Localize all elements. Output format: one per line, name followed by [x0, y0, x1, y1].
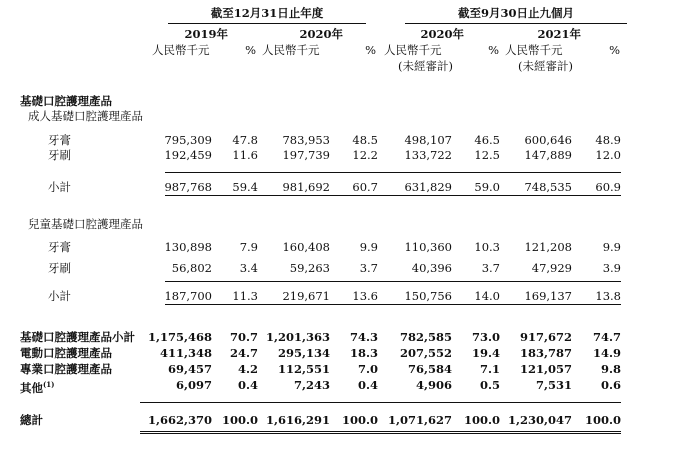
- row-label-text: 牙膏: [48, 133, 71, 147]
- cell-others-7: 0.6: [600, 378, 621, 392]
- cell-total-2: 1,616,291: [265, 413, 330, 427]
- cell-total-1: 100.0: [221, 413, 258, 427]
- cell-children-toothbrush-1: 3.4: [239, 261, 258, 275]
- row-label-adult-subtotal: [48, 180, 71, 194]
- cell-adult-subtotal-1: 59.4: [232, 180, 258, 194]
- cell-basic-subtotal-4: 782,585: [399, 330, 452, 344]
- row-label-electric-oral-care: [20, 346, 112, 360]
- cell-electric-oral-care-5: 19.4: [471, 346, 500, 360]
- cell-others-2: 7,243: [293, 378, 330, 392]
- pct-2019: %: [245, 43, 256, 57]
- cell-children-toothbrush-6: 47,929: [531, 261, 572, 275]
- cell-total-7: 100.0: [584, 413, 621, 427]
- footnote-marker: (1): [43, 380, 55, 389]
- cell-children-subtotal-5: 14.0: [474, 289, 500, 303]
- cell-children-toothpaste-3: 9.9: [359, 240, 378, 254]
- cell-professional-oral-care-3: 7.0: [357, 362, 378, 376]
- cell-adult-toothpaste-5: 46.5: [474, 133, 500, 147]
- row-label-basic-subtotal: [20, 330, 135, 344]
- cell-professional-oral-care-5: 7.1: [479, 362, 500, 376]
- header-group-fiscal-year: 截至12月31日止年度: [210, 6, 324, 20]
- section-basic-oral-care: 基礎口腔護理產品: [20, 94, 112, 108]
- unit-2019: 人民幣千元: [152, 43, 210, 57]
- unaudited-2021: (未經審計): [518, 59, 573, 73]
- cell-adult-toothbrush-5: 12.5: [474, 148, 500, 162]
- header-group-nine-months: 截至9月30日止九個月: [457, 6, 574, 20]
- row-label-others: [20, 378, 55, 395]
- cell-others-3: 0.4: [357, 378, 378, 392]
- cell-children-toothpaste-4: 110,360: [404, 240, 452, 254]
- cell-basic-subtotal-6: 917,672: [519, 330, 572, 344]
- cell-adult-subtotal-0: 987,768: [164, 180, 212, 194]
- cell-children-toothpaste-2: 160,408: [282, 240, 330, 254]
- cell-children-toothpaste-7: 9.9: [602, 240, 621, 254]
- header-rule-nine-months: [405, 23, 627, 24]
- row-label-text: 牙刷: [48, 148, 71, 162]
- row-label-total: [20, 413, 43, 427]
- cell-basic-subtotal-2: 1,201,363: [265, 330, 330, 344]
- cell-children-toothpaste-0: 130,898: [164, 240, 212, 254]
- cell-electric-oral-care-3: 18.3: [349, 346, 378, 360]
- year-2020-fy: 2020年: [299, 27, 343, 41]
- row-label-text: 牙刷: [48, 261, 71, 275]
- cell-adult-toothbrush-7: 12.0: [595, 148, 621, 162]
- row-label-professional-oral-care: [20, 362, 112, 376]
- row-label-text: 基礎口腔護理產品小計: [20, 330, 135, 344]
- cell-electric-oral-care-4: 207,552: [399, 346, 452, 360]
- cell-others-1: 0.4: [237, 378, 258, 392]
- cell-adult-subtotal-7: 60.9: [595, 180, 621, 194]
- cell-adult-subtotal-6: 748,535: [524, 180, 572, 194]
- cell-adult-toothbrush-2: 197,739: [282, 148, 330, 162]
- cell-adult-toothpaste-3: 48.5: [352, 133, 378, 147]
- cell-children-toothbrush-3: 3.7: [359, 261, 378, 275]
- cell-children-toothbrush-2: 59,263: [289, 261, 330, 275]
- cell-children-toothbrush-5: 3.7: [481, 261, 500, 275]
- pct-2020-9m: %: [488, 43, 499, 57]
- cell-professional-oral-care-2: 112,551: [277, 362, 330, 376]
- row-label-text: 小計: [48, 289, 71, 303]
- cell-professional-oral-care-0: 69,457: [167, 362, 212, 376]
- cell-others-5: 0.5: [479, 378, 500, 392]
- cell-children-toothbrush-0: 56,802: [171, 261, 212, 275]
- cell-professional-oral-care-1: 4.2: [237, 362, 258, 376]
- cell-basic-subtotal-7: 74.7: [592, 330, 621, 344]
- cell-total-0: 1,662,370: [147, 413, 212, 427]
- cell-adult-toothpaste-6: 600,646: [524, 133, 572, 147]
- section-adult-basic: 成人基礎口腔護理產品: [28, 109, 143, 123]
- row-label-text: 小計: [48, 180, 71, 194]
- cell-adult-toothbrush-1: 11.6: [232, 148, 258, 162]
- cell-children-subtotal-7: 13.8: [595, 289, 621, 303]
- cell-children-toothbrush-4: 40,396: [411, 261, 452, 275]
- cell-children-subtotal-6: 169,137: [524, 289, 572, 303]
- cell-children-subtotal-1: 11.3: [232, 289, 258, 303]
- cell-children-subtotal-4: 150,756: [404, 289, 452, 303]
- cell-adult-toothpaste-1: 47.8: [232, 133, 258, 147]
- cell-professional-oral-care-7: 9.8: [600, 362, 621, 376]
- cell-children-toothpaste-5: 10.3: [474, 240, 500, 254]
- pct-2021-9m: %: [609, 43, 620, 57]
- cell-children-toothpaste-1: 7.9: [239, 240, 258, 254]
- cell-adult-toothbrush-6: 147,889: [524, 148, 572, 162]
- cell-electric-oral-care-6: 183,787: [519, 346, 572, 360]
- unit-2020-9m: 人民幣千元: [384, 43, 442, 57]
- before-total-rule: [140, 402, 621, 403]
- cell-children-subtotal-3: 13.6: [352, 289, 378, 303]
- row-label-adult-toothbrush: [48, 148, 71, 162]
- year-2019: 2019年: [184, 27, 228, 41]
- unit-2021-9m: 人民幣千元: [505, 43, 563, 57]
- cell-children-subtotal-2: 219,671: [282, 289, 330, 303]
- subtotal-rule-children: [165, 281, 621, 282]
- cell-others-6: 7,531: [535, 378, 572, 392]
- cell-others-4: 4,906: [415, 378, 452, 392]
- cell-adult-toothbrush-4: 133,722: [404, 148, 452, 162]
- cell-adult-subtotal-2: 981,692: [282, 180, 330, 194]
- header-rule-fiscal-year: [168, 23, 366, 24]
- row-label-children-toothpaste: [48, 240, 71, 254]
- year-2021-9m: 2021年: [537, 27, 581, 41]
- cell-adult-subtotal-5: 59.0: [474, 180, 500, 194]
- cell-basic-subtotal-1: 70.7: [229, 330, 258, 344]
- cell-adult-toothbrush-0: 192,459: [164, 148, 212, 162]
- cell-adult-subtotal-4: 631,829: [404, 180, 452, 194]
- unit-2020-fy: 人民幣千元: [262, 43, 320, 57]
- cell-adult-toothbrush-3: 12.2: [352, 148, 378, 162]
- row-label-text: 專業口腔護理產品: [20, 362, 112, 376]
- cell-electric-oral-care-7: 14.9: [592, 346, 621, 360]
- cell-adult-toothpaste-0: 795,309: [164, 133, 212, 147]
- total-double-rule: [140, 431, 621, 434]
- cell-children-subtotal-0: 187,700: [164, 289, 212, 303]
- cell-total-6: 1,230,047: [507, 413, 572, 427]
- subtotal-rule-children-bottom: [165, 304, 621, 305]
- cell-professional-oral-care-6: 121,057: [519, 362, 572, 376]
- subtotal-rule-adult: [165, 172, 621, 173]
- row-label-text: 電動口腔護理產品: [20, 346, 112, 360]
- cell-professional-oral-care-4: 76,584: [407, 362, 452, 376]
- cell-others-0: 6,097: [175, 378, 212, 392]
- row-label-text: 其他: [20, 380, 43, 395]
- cell-total-5: 100.0: [463, 413, 500, 427]
- cell-children-toothpaste-6: 121,208: [524, 240, 572, 254]
- cell-basic-subtotal-0: 1,175,468: [147, 330, 212, 344]
- row-label-children-subtotal: [48, 289, 71, 303]
- cell-basic-subtotal-5: 73.0: [471, 330, 500, 344]
- row-label-text: 總計: [20, 413, 43, 427]
- year-2020-9m: 2020年: [420, 27, 464, 41]
- cell-electric-oral-care-0: 411,348: [159, 346, 212, 360]
- row-label-children-toothbrush: [48, 261, 71, 275]
- cell-children-toothbrush-7: 3.9: [602, 261, 621, 275]
- row-label-text: 牙膏: [48, 240, 71, 254]
- cell-total-3: 100.0: [341, 413, 378, 427]
- section-children-basic: 兒童基礎口腔護理產品: [28, 217, 143, 231]
- subtotal-rule-adult-bottom: [165, 195, 621, 196]
- row-label-adult-toothpaste: [48, 133, 71, 147]
- cell-adult-toothpaste-7: 48.9: [595, 133, 621, 147]
- unaudited-2020: (未經審計): [398, 59, 453, 73]
- cell-basic-subtotal-3: 74.3: [349, 330, 378, 344]
- cell-adult-subtotal-3: 60.7: [352, 180, 378, 194]
- cell-total-4: 1,071,627: [387, 413, 452, 427]
- cell-electric-oral-care-1: 24.7: [229, 346, 258, 360]
- pct-2020-fy: %: [365, 43, 376, 57]
- cell-electric-oral-care-2: 295,134: [277, 346, 330, 360]
- cell-adult-toothpaste-2: 783,953: [282, 133, 330, 147]
- cell-adult-toothpaste-4: 498,107: [404, 133, 452, 147]
